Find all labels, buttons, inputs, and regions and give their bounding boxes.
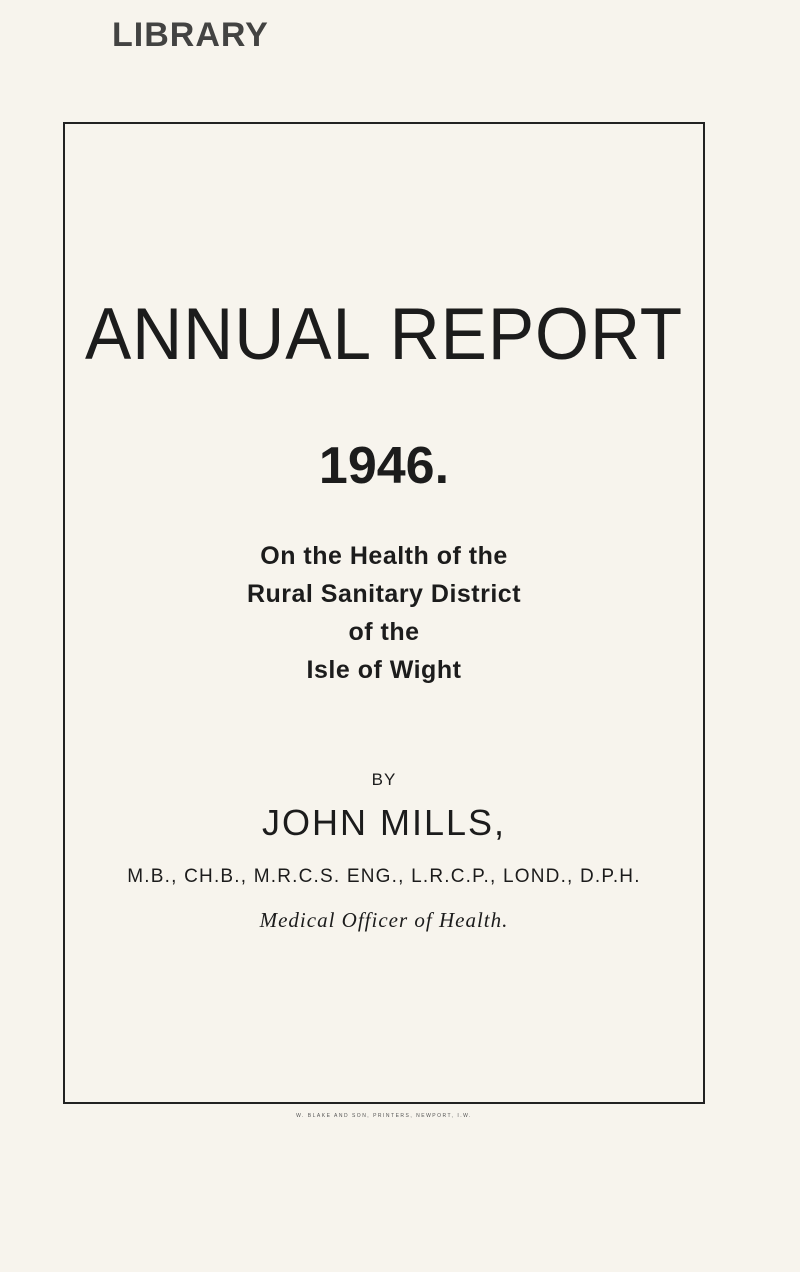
by-label: BY — [371, 770, 397, 789]
library-stamp: LIBRARY — [112, 16, 269, 54]
report-year: 1946. — [318, 437, 450, 495]
subtitle-line: Isle of Wight — [306, 656, 462, 684]
report-subtitle — [63, 537, 705, 689]
printer-imprint: W. BLAKE AND SON, PRINTERS, NEWPORT, I.W. — [296, 1113, 472, 1119]
report-title: ANNUAL REPORT — [84, 294, 684, 375]
subtitle-line: Rural Sanitary District — [246, 580, 522, 608]
author-name: JOHN MILLS, — [261, 802, 507, 843]
author-qualifications: M.B., CH.B., M.R.C.S. ENG., L.R.C.P., LOND., D.P.H. — [127, 866, 641, 887]
author-role: Medical Officer of Health. — [259, 908, 509, 932]
subtitle-line: of the — [348, 618, 420, 646]
subtitle-line: On the Health of the — [260, 542, 508, 570]
